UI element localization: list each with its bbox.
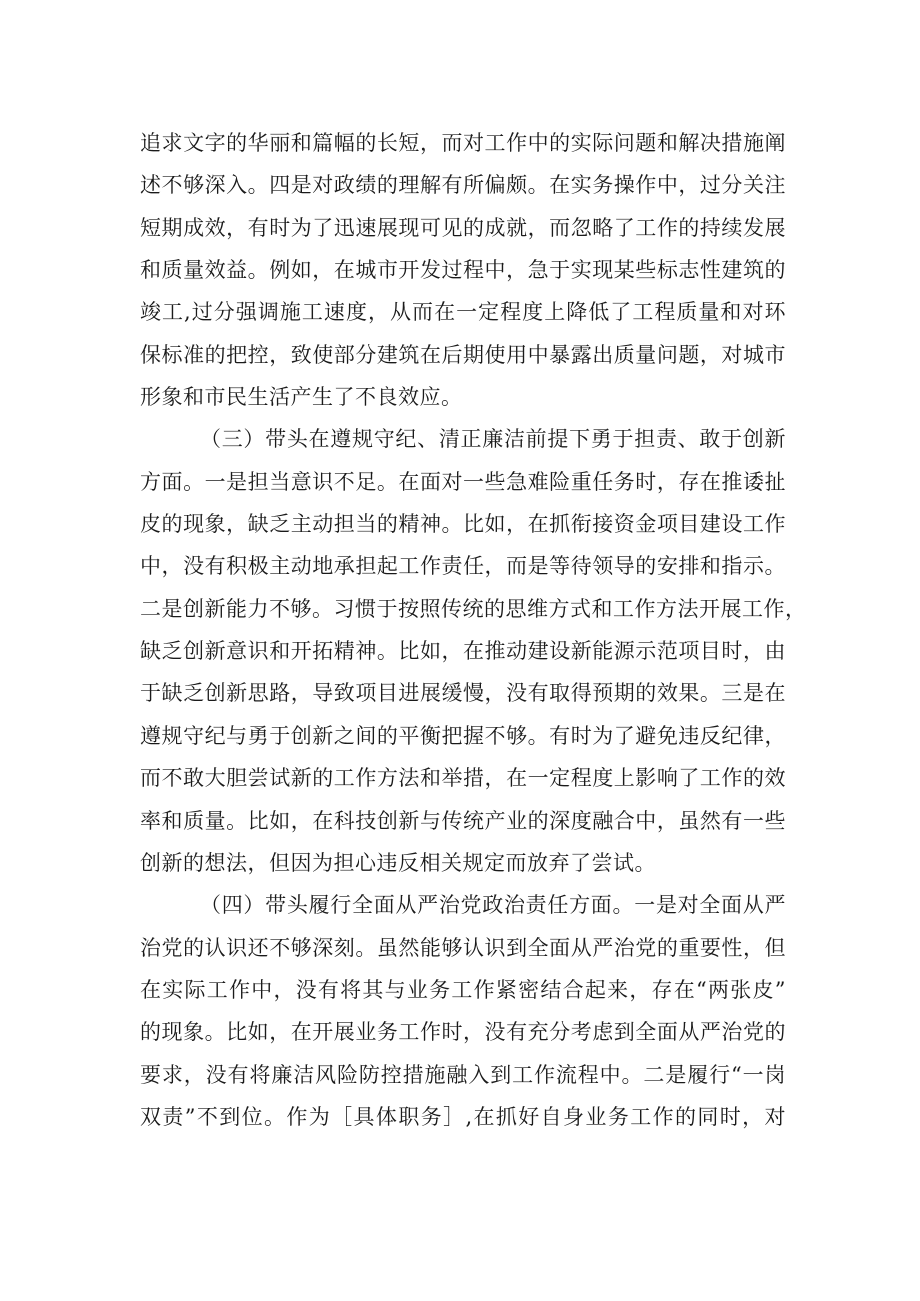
paragraph-section-3 bbox=[140, 418, 807, 884]
text-line: 于缺乏创新思路，导致项目进展缓慢，没有取得预期的效果。三是在 bbox=[140, 681, 786, 706]
text-line: 短期成效，有时为了迅速展现可见的成就，而忽略了工作的持续发展 bbox=[140, 215, 786, 240]
text-line: 创新的想法，但因为担心违反相关规定而放弃了尝试。 bbox=[140, 850, 656, 875]
text-line: 要求，没有将廉洁风险防控措施融入到工作流程中。二是履行“一岗 bbox=[140, 1062, 786, 1087]
text-line: 双责”不到位。作为［具体职务］,在抓好自身业务工作的同时，对 bbox=[140, 1104, 786, 1129]
paragraph-section-4 bbox=[140, 884, 786, 1138]
document-body bbox=[140, 122, 807, 1138]
text-line: 二是创新能力不够。习惯于按照传统的思维方式和工作方法开展工作， bbox=[140, 596, 807, 621]
text-line: 形象和市民生活产生了不良效应。 bbox=[140, 385, 463, 410]
section-heading-line: （三）带头在遵规守纪、清正廉洁前提下勇于担责、敢于创新 bbox=[200, 427, 786, 452]
text-line: 皮的现象，缺乏主动担当的精神。比如，在抓衔接资金项目建设工作 bbox=[140, 512, 786, 537]
text-line: 而不敢大胆尝试新的工作方法和举措，在一定程度上影响了工作的效 bbox=[140, 766, 786, 791]
text-line: 述不够深入。四是对政绩的理解有所偏颇。在实务操作中，过分关注 bbox=[140, 173, 786, 198]
text-line: 缺乏创新意识和开拓精神。比如，在推动建设新能源示范项目时，由 bbox=[140, 639, 786, 664]
text-line: 率和质量。比如，在科技创新与传统产业的深度融合中，虽然有一些 bbox=[140, 808, 786, 833]
text-line: 的现象。比如，在开展业务工作时，没有充分考虑到全面从严治党的 bbox=[140, 1020, 786, 1045]
text-line: 在实际工作中，没有将其与业务工作紧密结合起来，存在“两张皮” bbox=[140, 977, 786, 1002]
text-line: 和质量效益。例如，在城市开发过程中，急于实现某些标志性建筑的 bbox=[140, 258, 786, 283]
section-heading-line: （四）带头履行全面从严治党政治责任方面。一是对全面从严 bbox=[200, 893, 786, 918]
text-line: 方面。一是担当意识不足。在面对一些急难险重任务时，存在推诿扯 bbox=[140, 469, 786, 494]
text-line: 追求文字的华丽和篇幅的长短，而对工作中的实际问题和解决措施阐 bbox=[140, 131, 786, 155]
text-line: 中，没有积极主动地承担起工作责任，而是等待领导的安排和指示。 bbox=[140, 554, 786, 579]
text-line: 竣工,过分强调施工速度，从而在一定程度上降低了工程质量和对环 bbox=[140, 300, 786, 325]
paragraph-continuation bbox=[140, 122, 786, 418]
text-line: 治党的认识还不够深刻。虽然能够认识到全面从严治党的重要性，但 bbox=[140, 935, 786, 960]
text-line: 遵规守纪与勇于创新之间的平衡把握不够。有时为了避免违反纪律， bbox=[140, 723, 786, 748]
text-line: 保标准的把控，致使部分建筑在后期使用中暴露出质量问题，对城市 bbox=[140, 342, 786, 367]
